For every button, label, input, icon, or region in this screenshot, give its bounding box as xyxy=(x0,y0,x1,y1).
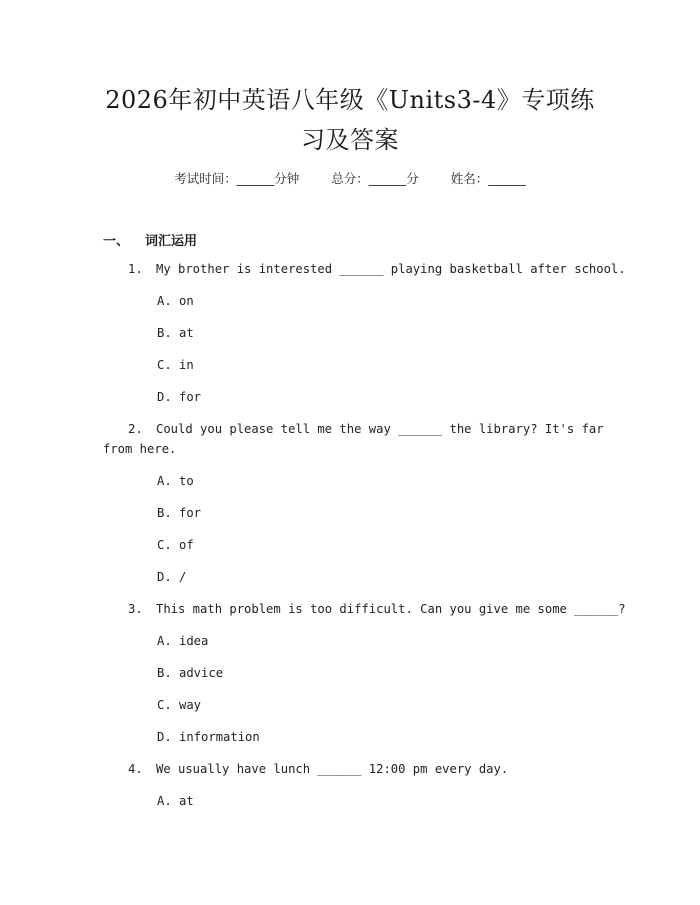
exam-title xyxy=(90,80,610,160)
question-3-option-a: A. idea xyxy=(157,634,209,648)
question-1-option-d: D. for xyxy=(157,390,202,404)
question-2-option-c: C. of xyxy=(157,538,194,552)
total-score-unit: 分 xyxy=(406,171,419,186)
question-3-option-d: D. information xyxy=(157,730,260,744)
title-line-1: 2026年初中英语八年级《Units3-4》专项练 xyxy=(105,86,595,114)
question-text: We usually have lunch ______ 12:00 pm every day. xyxy=(156,762,509,776)
question-2-option-a: A. to xyxy=(157,474,194,488)
total-score xyxy=(331,169,419,187)
student-name xyxy=(451,169,526,187)
question-text: Could you please tell me the way ______ the library? It's far xyxy=(156,422,604,436)
question-number: 3. xyxy=(128,602,143,616)
section-number: 一、 xyxy=(103,234,130,249)
question-2-stem xyxy=(128,422,604,436)
question-3-option-b: B. advice xyxy=(157,666,224,680)
question-2-stem-continued: from here. xyxy=(103,442,177,456)
exam-time xyxy=(174,169,299,187)
question-number: 4. xyxy=(128,762,143,776)
question-3-option-c: C. way xyxy=(157,698,202,712)
section-heading xyxy=(103,230,197,249)
question-4-option-a: A. at xyxy=(157,794,194,808)
question-3-stem xyxy=(128,602,626,616)
question-1-option-b: B. at xyxy=(157,326,194,340)
question-4-stem xyxy=(128,762,508,776)
question-2-option-d: D. / xyxy=(157,570,187,584)
question-1-option-c: C. in xyxy=(157,358,194,372)
exam-time-unit: 分钟 xyxy=(274,171,300,186)
student-name-blank: ______ xyxy=(488,171,526,186)
exam-time-blank: ______ xyxy=(236,171,275,186)
question-1-option-a: A. on xyxy=(157,294,194,308)
section-title: 词汇运用 xyxy=(145,234,198,249)
question-number: 2. xyxy=(128,422,143,436)
total-score-label: 总分： xyxy=(331,171,369,186)
question-text: My brother is interested ______ playing basketball after school. xyxy=(156,262,626,276)
title-line-2: 习及答案 xyxy=(301,126,399,154)
question-2-option-b: B. for xyxy=(157,506,202,520)
student-name-label: 姓名： xyxy=(450,171,489,186)
exam-meta xyxy=(0,169,700,187)
exam-time-label: 考试时间： xyxy=(174,171,237,186)
question-1-stem xyxy=(128,262,626,276)
question-number: 1. xyxy=(128,262,143,276)
total-score-blank: ______ xyxy=(368,171,407,186)
question-text: This math problem is too difficult. Can you give me some ______? xyxy=(156,602,626,616)
